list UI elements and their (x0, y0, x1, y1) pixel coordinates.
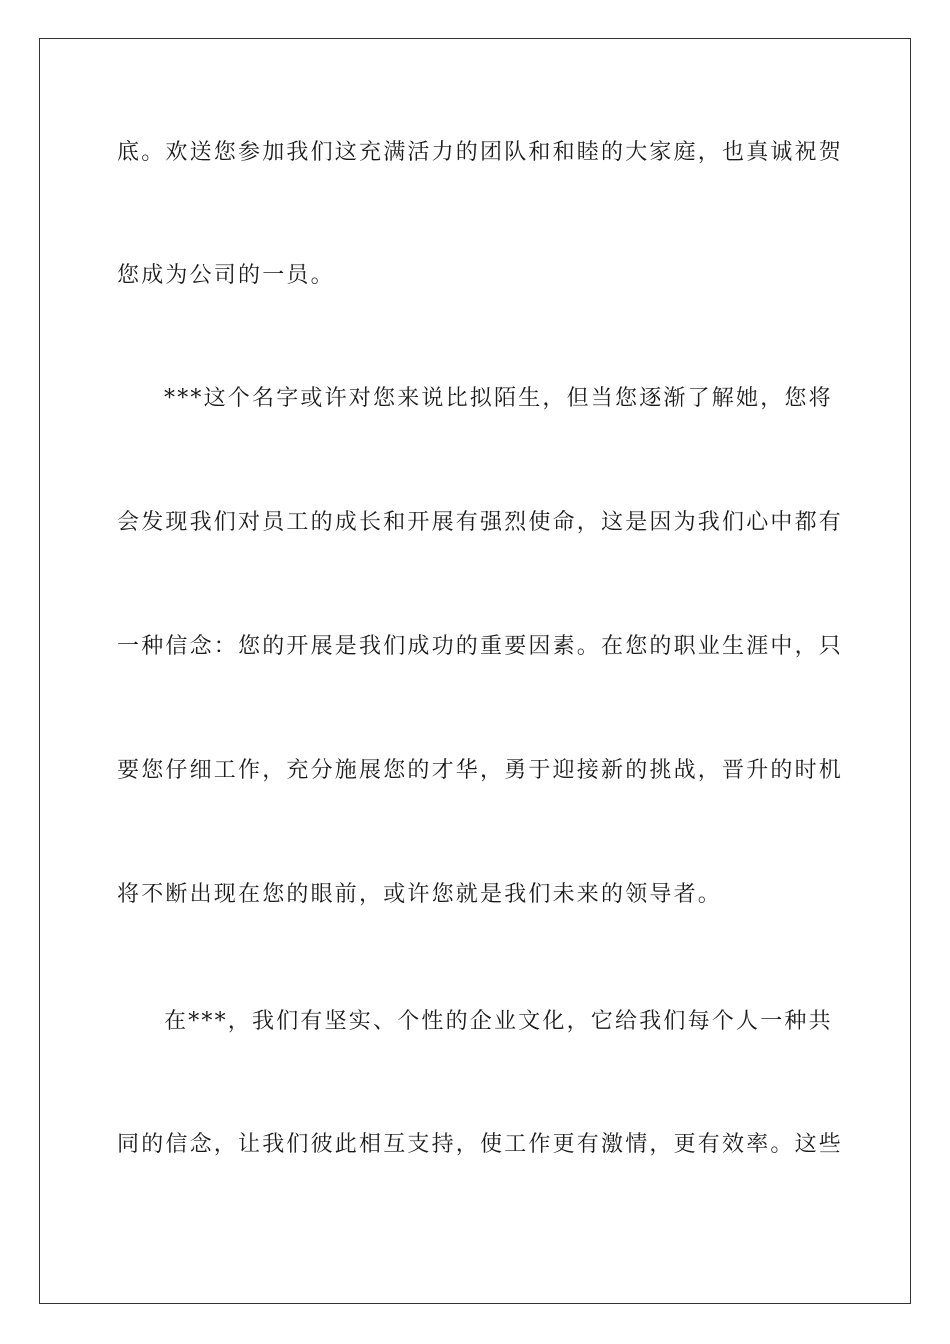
paragraph-line-1: 底。欢送您参加我们这充满活力的团队和和睦的大家庭，也真诚祝贺 (117, 140, 844, 165)
paragraph-line-6: 要您仔细工作，充分施展您的才华，勇于迎接新的挑战，晋升的时机 (117, 758, 844, 783)
paragraph-line-4: 会发现我们对员工的成长和开展有强烈使命，这是因为我们心中都有 (117, 510, 844, 535)
paragraph-line-7: 将不断出现在您的眼前，或许您就是我们未来的领导者。 (117, 882, 723, 907)
paragraph-line-3: ***这个名字或许对您来说比拟陌生，但当您逐渐了解她，您将 (164, 386, 833, 411)
paragraph-line-5: 一种信念：您的开展是我们成功的重要因素。在您的职业生涯中，只 (117, 634, 844, 659)
paragraph-line-8: 在***，我们有坚实、个性的企业文化，它给我们每个人一种共 (164, 1009, 833, 1034)
paragraph-line-2: 您成为公司的一员。 (117, 263, 335, 288)
page-frame (39, 38, 911, 1304)
paragraph-line-9: 同的信念，让我们彼此相互支持，使工作更有激情，更有效率。这些 (117, 1132, 844, 1157)
